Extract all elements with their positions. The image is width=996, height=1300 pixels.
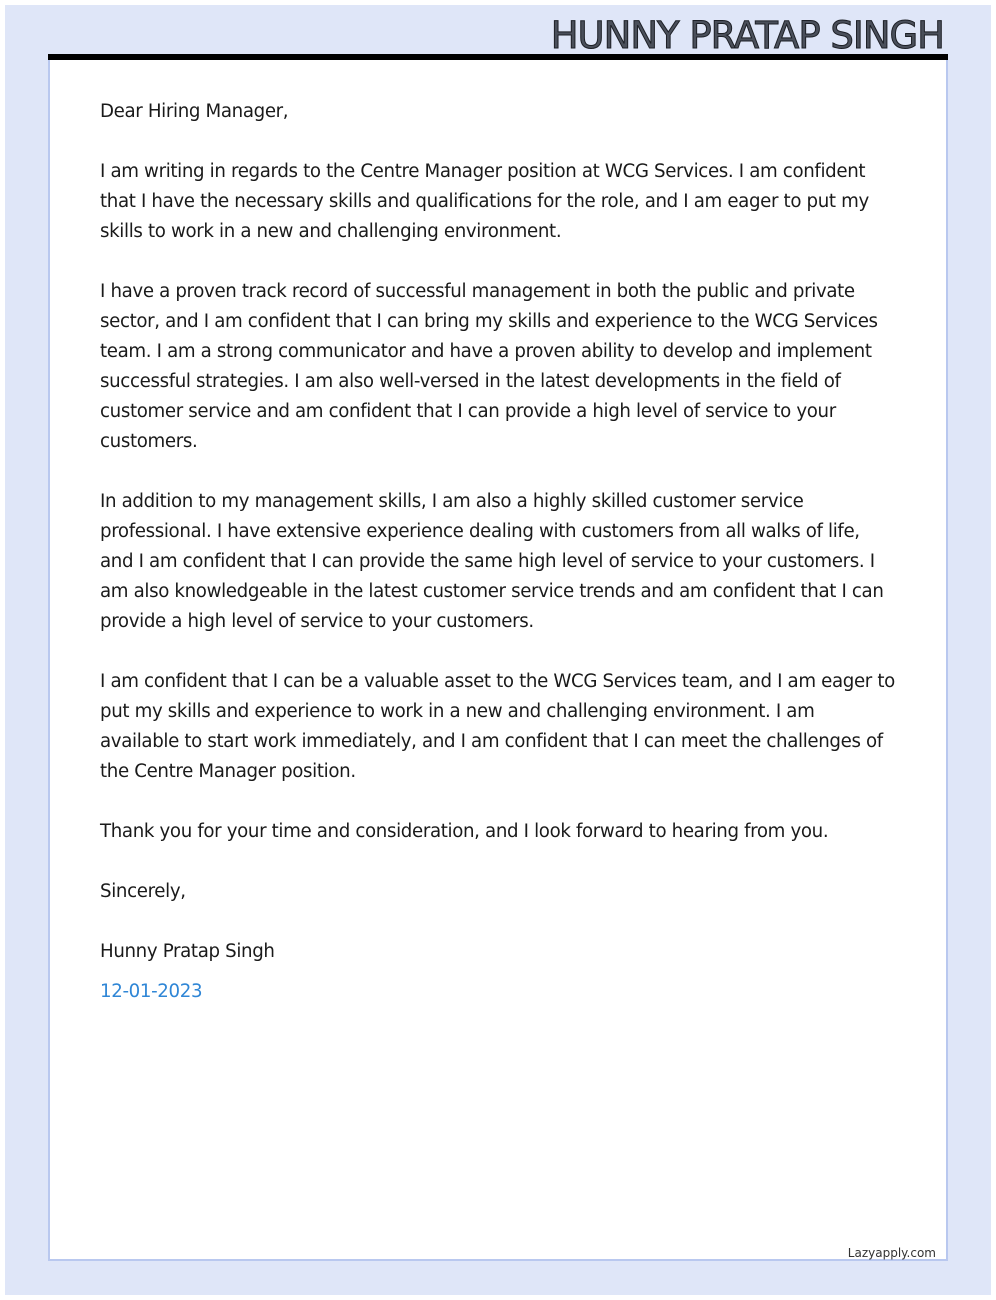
footer-brand: Lazyapply.com [847, 1246, 936, 1260]
paragraph-value: I am confident that I can be a valuable asset to the WCG Services team, and I am eager to put my skills and experience to work in a new and challenging environment. I am available to start work immediately, and I am confident that I can meet the challenges of the Centre Manager position. [100, 671, 895, 782]
cover-letter-body [100, 97, 898, 1037]
closing: Sincerely, [100, 881, 186, 902]
letter-date: 12-01-2023 [100, 981, 203, 1002]
signature-name: Hunny Pratap Singh [100, 941, 275, 962]
paragraph-customer-service: In addition to my management skills, I am also a highly skilled customer service professional. I have extensive experience dealing with customers from all walks of life, and I am confident that I can provide the same high level of service to your customers. I am also knowledgeable in the latest customer service trends and am confident that I can provide a high level of service to your customers. [100, 491, 884, 632]
paragraph-thanks: Thank you for your time and consideration, and I look forward to hearing from you. [100, 821, 829, 842]
paragraph-intro: I am writing in regards to the Centre Manager position at WCG Services. I am confident that I have the necessary skills and qualifications for the role, and I am eager to put my skills to work in a new and challenging environment. [100, 161, 869, 242]
paragraph-experience: I have a proven track record of successful management in both the public and private sector, and I am confident that I can bring my skills and experience to the WCG Services team. I am a strong communicator and have a proven ability to develop and implement successful strategies. I am also well-versed in the latest developments in the field of customer service and am confident that I can provide a high level of service to your customers. [100, 281, 878, 452]
applicant-name-header: HUNNY PRATAP SINGH [550, 14, 944, 57]
salutation: Dear Hiring Manager, [100, 101, 289, 122]
